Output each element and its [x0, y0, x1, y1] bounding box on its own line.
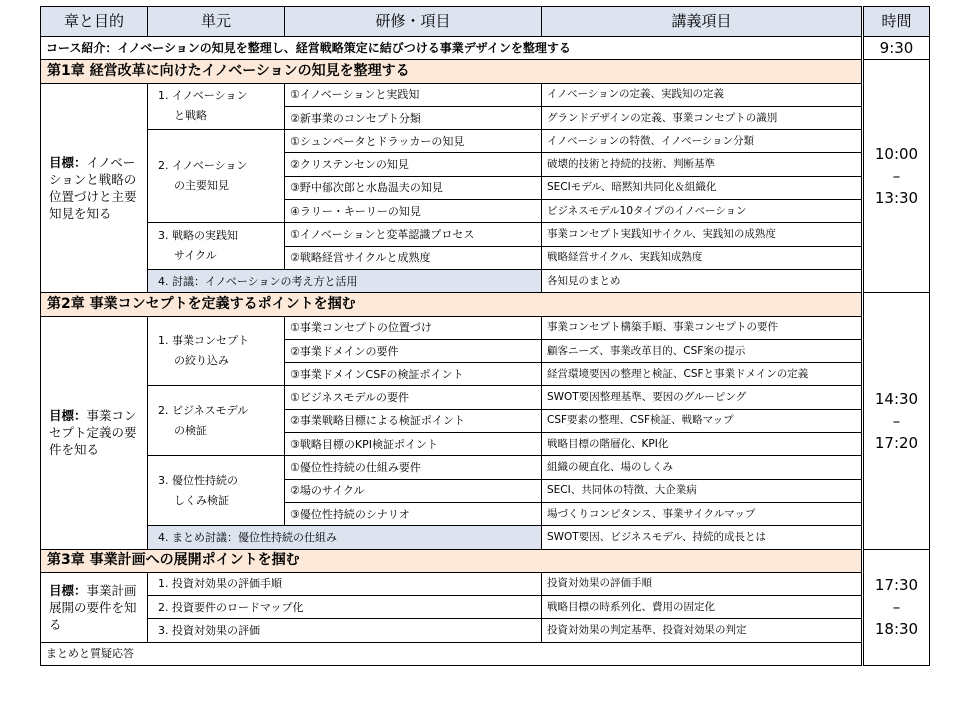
course-row: [41, 37, 930, 60]
training-item: ①イノベーションと実践知: [285, 83, 542, 106]
chapter-1-time: [863, 60, 930, 293]
table-row: [41, 269, 930, 292]
unit-line: 1. 事業コンセプト: [158, 334, 249, 347]
header-time: 時間: [863, 7, 930, 37]
header-unit: 単元: [148, 7, 285, 37]
lecture-item: SWOT要因、ビジネスモデル、持続的成長とは: [542, 526, 863, 549]
unit-cell: [148, 130, 285, 223]
unit-item: 1. 投資対効果の評価手順: [148, 572, 542, 595]
unit-line: 2. ビジネスモデル: [158, 403, 249, 417]
unit-cell: [148, 386, 285, 456]
unit-line: 1. イノベーション: [158, 89, 248, 103]
table-row: [41, 619, 930, 642]
table-row: [41, 642, 930, 665]
unit-line: の主要知見: [174, 179, 229, 193]
lecture-item: 破壊的技術と持続的技術、判断基準: [542, 153, 863, 176]
lecture-item: 投資対効果の判定基準、投資対効果の判定: [542, 619, 863, 642]
lecture-item: 事業コンセプト実践知サイクル、実践知の成熟度: [542, 223, 863, 246]
time-dash: –: [892, 411, 901, 430]
lecture-item: SECIモデル、暗黙知共同化＆組織化: [542, 176, 863, 199]
chapter-1-goal: [41, 83, 148, 293]
lecture-item: 経営環境要因の整理と検証、CSFと事業ドメインの定義: [542, 363, 863, 386]
lecture-item: 戦略目標の階層化、KPI化: [542, 433, 863, 456]
chapter-2-time: [863, 293, 930, 549]
chapter-row: [41, 549, 930, 572]
course-intro: コース紹介：イノベーションの知見を整理し、経営戦略策定に結びつける事業デザインを整理する: [41, 37, 863, 60]
training-item: ②事業戦略目標による検証ポイント: [285, 409, 542, 432]
lecture-item: 投資対効果の評価手順: [542, 572, 863, 595]
unit-cell: [148, 83, 285, 130]
lecture-item: 戦略目標の時系列化、費用の固定化: [542, 596, 863, 619]
table-row: [41, 130, 930, 153]
chapter-row: [41, 293, 930, 316]
lecture-item: ビジネスモデル10タイプのイノベーション: [542, 200, 863, 223]
unit-cell: [148, 456, 285, 526]
header-row: [41, 7, 930, 37]
table-row: [41, 526, 930, 549]
training-item: ①事業コンセプトの位置づけ: [285, 316, 542, 339]
table-row: [41, 386, 930, 409]
chapter-3-time: [863, 549, 930, 665]
training-item: ③優位性持続のシナリオ: [285, 502, 542, 525]
discussion-item: 4. まとめ討議：優位性持続の仕組み: [148, 526, 542, 549]
table-row: [41, 223, 930, 246]
lecture-item: イノベーションの定義、実践知の定義: [542, 83, 863, 106]
goal-label: 目標：: [49, 154, 87, 170]
training-item: ②新事業のコンセプト分類: [285, 106, 542, 129]
chapter-row: [41, 60, 930, 83]
schedule-table: [40, 6, 930, 666]
lecture-item: 事業コンセプト構築手順、事業コンセプトの要件: [542, 316, 863, 339]
unit-item: 3. 投資対効果の評価: [148, 619, 542, 642]
training-item: ①優位性持続の仕組み要件: [285, 456, 542, 479]
chapter-2-goal: [41, 316, 148, 549]
goal-label: 目標：: [49, 408, 87, 424]
training-item: ②事業ドメインの要件: [285, 339, 542, 362]
goal-text: 事業コンセプト定義の要件を知る: [49, 408, 137, 458]
lecture-item: グランドデザインの定義、事業コンセプトの識別: [542, 106, 863, 129]
table-row: [41, 83, 930, 106]
table-row: [41, 572, 930, 595]
lecture-item: SWOT要因整理基準、要因のグルーピング: [542, 386, 863, 409]
table-row: [41, 316, 930, 339]
goal-label: 目標：: [49, 582, 87, 598]
unit-cell: [148, 316, 285, 386]
lecture-item: 組織の硬直化、場のしくみ: [542, 456, 863, 479]
header-chapter: 章と目的: [41, 7, 148, 37]
goal-text: 事業計画展開の要件を知る: [49, 582, 137, 632]
time-end: 13:30: [874, 189, 919, 208]
training-item: ②クリステンセンの知見: [285, 153, 542, 176]
training-item: ④ラリー・キーリーの知見: [285, 200, 542, 223]
table-row: [41, 456, 930, 479]
unit-line: の検証: [174, 423, 207, 437]
time-end: 17:20: [874, 433, 919, 452]
header-lecture: 講義項目: [542, 7, 863, 37]
lecture-item: 顧客ニーズ、事業改革目的、CSF案の提示: [542, 339, 863, 362]
lecture-item: 各知見のまとめ: [542, 269, 863, 292]
time-start: 17:30: [874, 576, 919, 595]
unit-line: 3. 優位性持続の: [158, 473, 238, 487]
closing-row: まとめと質疑応答: [41, 642, 863, 665]
unit-line: しくみ検証: [174, 493, 229, 507]
time-dash: –: [892, 598, 901, 617]
training-item: ②戦略経営サイクルと成熟度: [285, 246, 542, 269]
time-end: 18:30: [874, 620, 919, 639]
time-start: 10:00: [874, 145, 919, 164]
unit-item: 2. 投資要件のロードマップ化: [148, 596, 542, 619]
lecture-item: 場づくりコンピタンス、事業サイクルマップ: [542, 502, 863, 525]
unit-line: と戦略: [174, 109, 207, 123]
header-training: 研修・項目: [285, 7, 542, 37]
training-item: ①ビジネスモデルの要件: [285, 386, 542, 409]
unit-cell: [148, 223, 285, 270]
discussion-item: 4. 討議：イノベーションの考え方と活用: [148, 269, 542, 292]
chapter-3-goal: [41, 572, 148, 642]
lecture-item: 戦略経営サイクル、実践知成熟度: [542, 246, 863, 269]
training-item: ③戦略目標のKPI検証ポイント: [285, 433, 542, 456]
lecture-item: CSF要素の整理、CSF検証、戦略マップ: [542, 409, 863, 432]
time-start: 14:30: [874, 389, 919, 408]
lecture-item: イノベーションの特徴、イノベーション分類: [542, 130, 863, 153]
training-item: ②場のサイクル: [285, 479, 542, 502]
unit-line: 3. 戦略の実践知: [158, 229, 238, 243]
chapter-2-title: 第2章 事業コンセプトを定義するポイントを掴む: [41, 293, 863, 316]
goal-text: イノベーションと戦略の位置づけと主要知見を知る: [49, 154, 137, 221]
chapter-3-title: 第3章 事業計画への展開ポイントを掴む: [41, 549, 863, 572]
training-item: ①イノベーションと変革認識プロセス: [285, 223, 542, 246]
training-item: ①シュンペータとドラッカーの知見: [285, 130, 542, 153]
course-time: 9:30: [863, 37, 930, 60]
unit-line: の絞り込み: [174, 354, 229, 367]
training-item: ③野中郁次郎と水島温夫の知見: [285, 176, 542, 199]
unit-line: 2. イノベーション: [158, 159, 248, 173]
chapter-1-title: 第1章 経営改革に向けたイノベーションの知見を整理する: [41, 60, 863, 83]
table-row: [41, 596, 930, 619]
lecture-item: SECI、共同体の特徴、大企業病: [542, 479, 863, 502]
time-dash: –: [892, 167, 901, 186]
training-item: ③事業ドメインCSFの検証ポイント: [285, 363, 542, 386]
unit-line: サイクル: [174, 249, 217, 263]
